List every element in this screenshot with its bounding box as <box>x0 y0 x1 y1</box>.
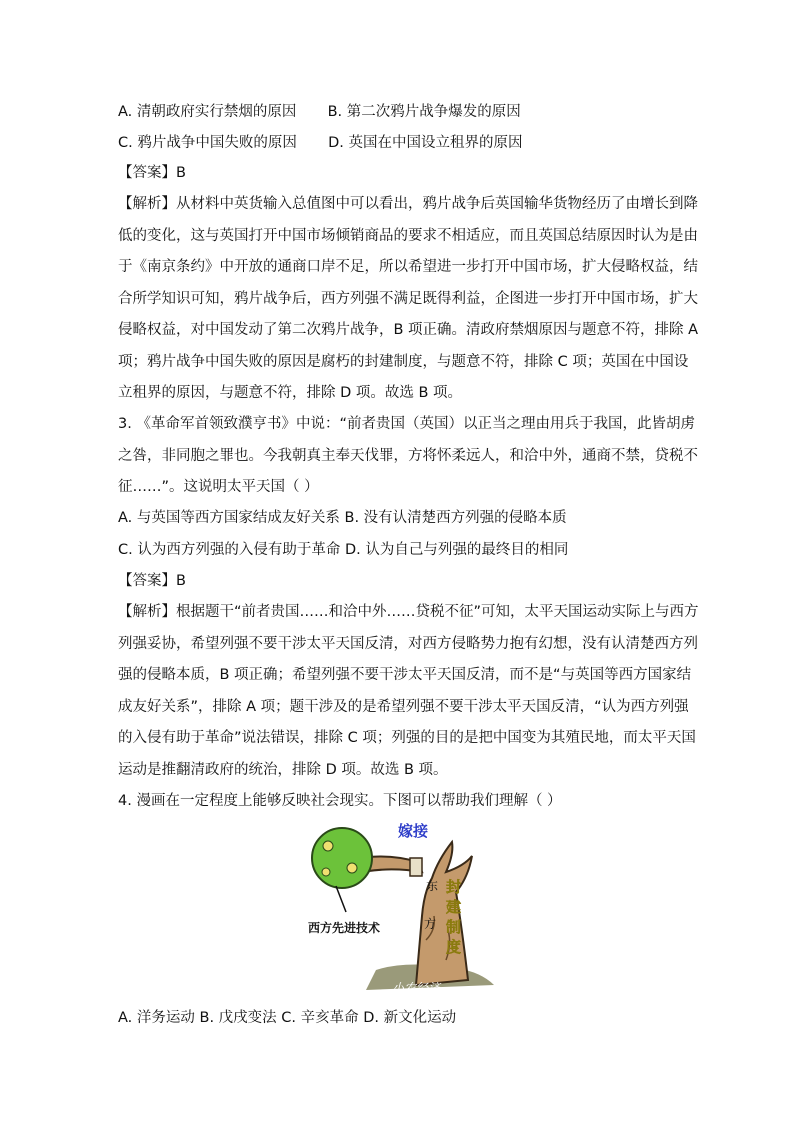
q3-options-ab: A. 与英国等西方国家结成友好关系 B. 没有认清楚西方列强的侵略本质 <box>118 510 567 526</box>
western-tech-label: 西方先进技术 <box>308 921 381 935</box>
q2-option-d: D. 英国在中国设立租界的原因 <box>328 135 523 151</box>
feudal-label-char: 封 <box>446 878 462 896</box>
q3-stem-line: 之咎，非同胞之罪也。今我朝真主奉天伐罪，方将怀柔远人，和洽中外，通商不禁，贷税不 <box>118 448 698 464</box>
q2-analysis-line: 立租界的原因，与题意不符，排除 D 项。故选 B 项。 <box>118 385 463 401</box>
q2-analysis-line: 于《南京条约》中开放的通商口岸不足，所以希望进一步打开中国市场，扩大侵略权益，结 <box>118 259 698 275</box>
feudal-label-char: 建 <box>446 898 462 916</box>
grafting-cartoon <box>306 820 502 996</box>
east-label-2: 方 <box>424 917 437 931</box>
q2-option-c: C. 鸦片战争中国失败的原因 <box>118 135 297 151</box>
fruit-icon <box>347 863 357 873</box>
pointer-line <box>336 886 346 912</box>
q3-analysis-line: 【解析】根据题干“前者贵国……和洽中外……贷税不征”可知，太平天国运动实际上与西方 <box>118 604 699 620</box>
q2-options-cd <box>118 133 522 153</box>
q3-analysis-line: 列强妥协，希望列强不要干涉太平天国反清，对西方侵略势力抱有幻想，没有认清楚西方列 <box>118 636 698 652</box>
feudal-label-char: 度 <box>446 938 462 956</box>
small-farming-label: 小农经济 <box>392 981 441 995</box>
q4-stem: 4. 漫画在一定程度上能够反映社会现实。下图可以帮助我们理解（ ） <box>118 793 562 809</box>
graft-binding <box>410 858 422 876</box>
q2-analysis-line: 侵略权益，对中国发动了第二次鸦片战争，B 项正确。清政府禁烟原因与题意不符，排除 A <box>118 322 699 338</box>
fruit-icon <box>322 868 330 876</box>
east-label-1: 东 <box>426 879 439 893</box>
q2-analysis-line: 低的变化，这与英国打开中国市场倾销商品的要求不相适应，而且英国总结原因时认为是由 <box>118 228 698 244</box>
tree-trunk <box>416 842 472 985</box>
q3-options-cd: C. 认为西方列强的入侵有助于革命 D. 认为自己与列强的最终目的相同 <box>118 542 569 558</box>
green-canopy <box>312 828 372 888</box>
q3-answer: 【答案】B <box>118 573 186 589</box>
q2-options-ab <box>118 102 521 122</box>
q3-analysis-line: 运动是推翻清政府的统治，排除 D 项。故选 B 项。 <box>118 762 448 778</box>
q3-analysis-line: 成友好关系”，排除 A 项；题干涉及的是希望列强不要干涉太平天国反清，“认为西方列强 <box>118 699 689 715</box>
q4-options: A. 洋务运动 B. 戊戌变法 C. 辛亥革命 D. 新文化运动 <box>118 1010 457 1026</box>
q3-analysis-line: 的入侵有助于革命”说法错误，排除 C 项；列强的目的是把中国变为其殖民地，而太平天国 <box>118 730 696 746</box>
q3-stem-line: 3. 《革命军首领致濮亨书》中说：“前者贵国（英国）以正当之理由用兵于我国，此皆胡虏 <box>118 416 695 432</box>
q2-option-b: B. 第二次鸦片战争爆发的原因 <box>327 104 521 120</box>
fruit-icon <box>323 841 333 851</box>
q3-analysis-line: 强的侵略本质，B 项正确；希望列强不要干涉太平天国反清，而不是“与英国等西方国家结 <box>118 667 692 683</box>
graft-label: 嫁接 <box>398 822 429 840</box>
q3-stem-line: 征……”。这说明太平天国（ ） <box>118 479 319 495</box>
q2-analysis-line: 项；鸦片战争中国失败的原因是腐朽的封建制度，与题意不符，排除 C 项；英国在中国设 <box>118 354 689 370</box>
q2-answer: 【答案】B <box>118 165 186 181</box>
q2-analysis-line: 合所学知识可知，鸦片战争后，西方列强不满足既得利益，企图进一步打开中国市场，扩大 <box>118 291 698 307</box>
q2-analysis-line: 【解析】从材料中英货输入总值图中可以看出，鸦片战争后英国输华货物经历了由增长到降 <box>118 196 698 212</box>
feudal-label-char: 制 <box>446 918 462 936</box>
q2-option-a: A. 清朝政府实行禁烟的原因 <box>118 104 297 120</box>
